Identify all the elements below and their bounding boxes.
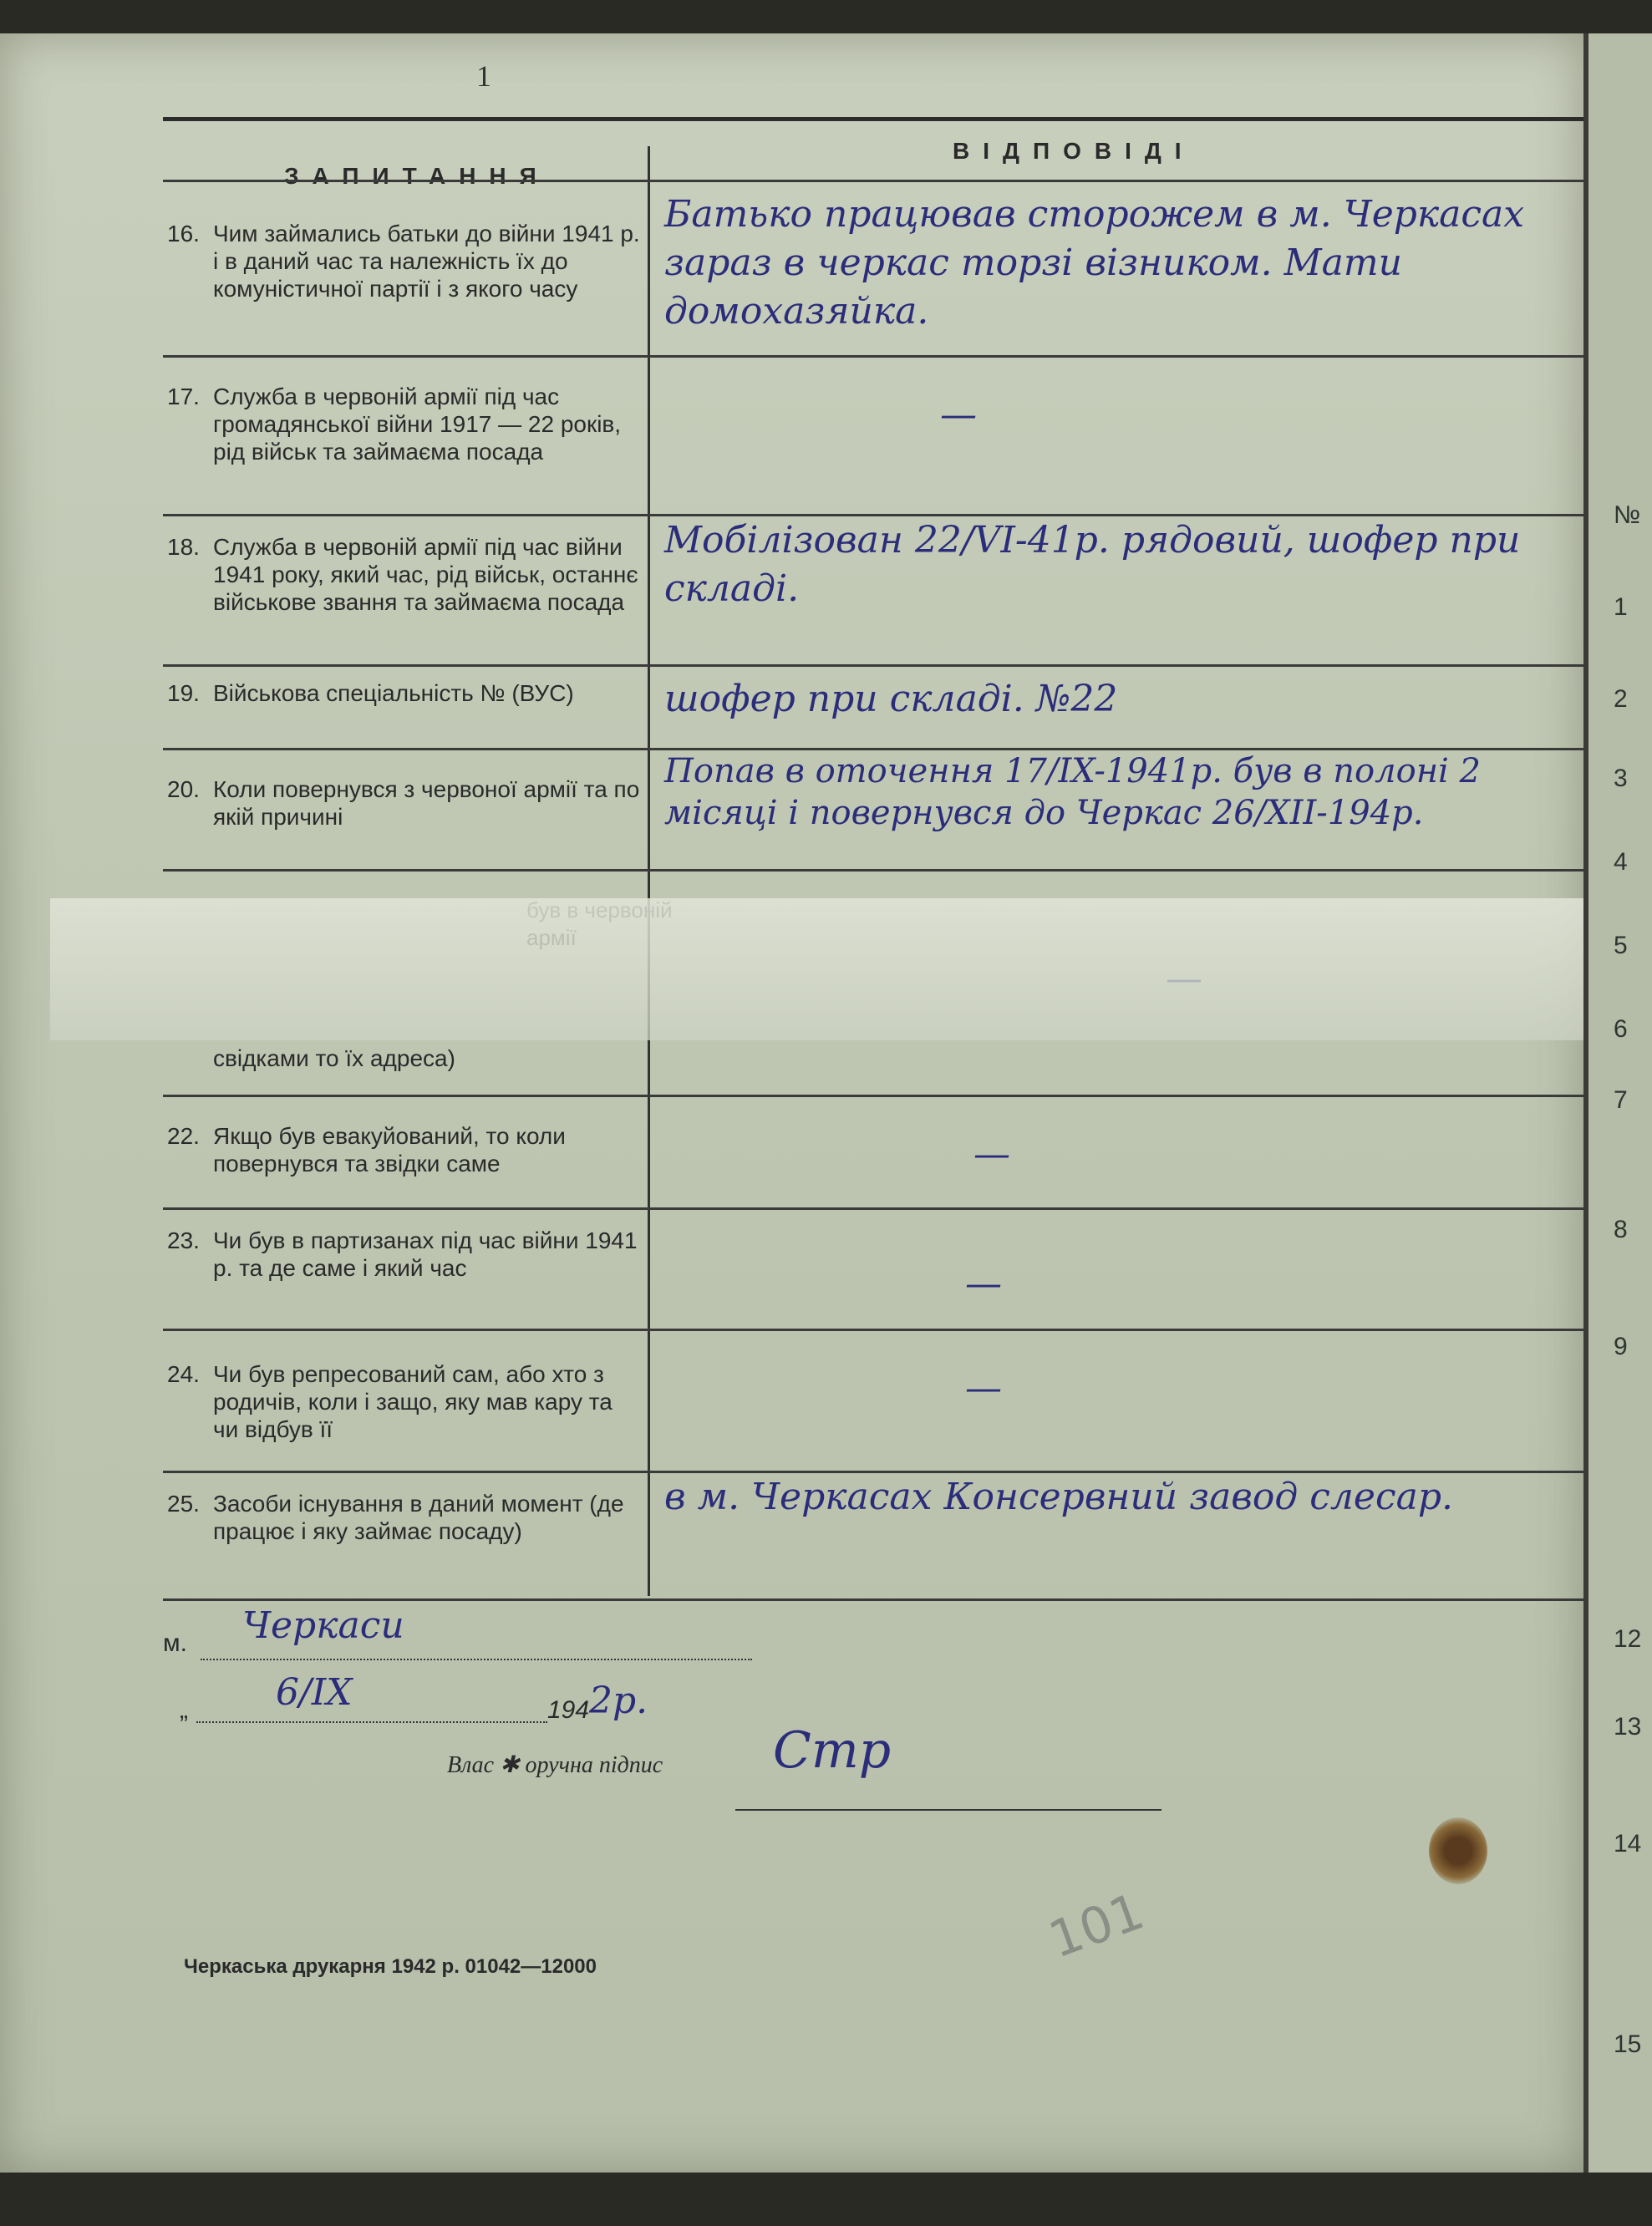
- answer-text: Батько працював сторожем в м. Черкасах зараз в черкас торзі візником. Мати домохазяйка.: [664, 193, 1525, 333]
- table-row: [163, 1095, 1583, 1206]
- answer-text: Попав в оточення 17/IX-1941р. був в полоні 2 місяці і повернувся до Черкас 26/XII-194р.: [664, 752, 1481, 832]
- answer-dash: —: [965, 1367, 1002, 1410]
- page-mark: 1: [476, 59, 491, 93]
- question-text: Якщо був евакуйований, то коли повернувся та звідки саме: [213, 1123, 566, 1177]
- table-row: [163, 664, 1583, 746]
- answer-dash: —: [965, 1263, 1002, 1305]
- adjacent-page-edge: [1583, 33, 1652, 2173]
- question-cell: [163, 1360, 652, 1443]
- adjacent-page-number: 7: [1614, 1086, 1628, 1114]
- year-value: 2р.: [589, 1680, 648, 1722]
- table-row: [163, 355, 1583, 516]
- date-prefix: „: [180, 1696, 188, 1724]
- adjacent-page-number: 4: [1614, 848, 1628, 876]
- question-text: Коли повернувся з червоної армії та по якій причині: [213, 776, 640, 830]
- answer-dash: —: [973, 1133, 1010, 1176]
- question-text: Служба в червоній армії під час громадянської війни 1917 — 22 років, рід військ та займаєма посада: [213, 384, 622, 465]
- date-underline: [196, 1721, 547, 1723]
- printer-imprint: Черкаська друкарня 1942 р. 01042—12000: [184, 1955, 597, 1978]
- adjacent-page-number: 14: [1614, 1830, 1642, 1858]
- signature-label: Влас ✱ оручна підпис: [447, 1752, 663, 1778]
- question-cell: [163, 1044, 652, 1072]
- question-number: 24.: [167, 1361, 200, 1387]
- table-row: [163, 514, 1583, 663]
- questions-column-header: ЗАПИТАННЯ: [284, 163, 550, 189]
- adjacent-page-number: 9: [1614, 1333, 1628, 1360]
- adjacent-page-number: 6: [1614, 1015, 1628, 1043]
- question-number: 17.: [167, 384, 200, 409]
- answer-dash: —: [940, 394, 977, 436]
- question-text: Засоби існування в даний момент (де працює і яку займає посаду): [213, 1491, 624, 1544]
- adjacent-page-number: 5: [1614, 932, 1628, 959]
- adjacent-page-number: 8: [1614, 1216, 1628, 1243]
- city-value: Черкаси: [242, 1604, 404, 1647]
- pencil-note: 101: [1041, 1882, 1152, 1970]
- signature: Стр: [773, 1721, 892, 1780]
- question-text: Військова спеціальність № (ВУС): [213, 680, 574, 706]
- table-row: [163, 748, 1583, 867]
- adjacent-page-number: 2: [1614, 685, 1628, 713]
- table-row: [163, 1207, 1583, 1327]
- question-cell: [163, 383, 652, 465]
- table-row: [163, 1036, 1583, 1095]
- question-number: 25.: [167, 1491, 200, 1517]
- adjacent-page-number: 1: [1614, 593, 1628, 621]
- question-number: 18.: [167, 534, 200, 560]
- question-text: свідками то їх адреса): [213, 1045, 455, 1071]
- adjacent-page-number: 15: [1614, 2030, 1642, 2058]
- answers-column-header: ВІДПОВІДІ: [953, 138, 1195, 164]
- table-row: [163, 1471, 1583, 1601]
- adjacent-page-number: 12: [1614, 1625, 1642, 1653]
- question-number: 16.: [167, 221, 200, 246]
- adjacent-page-number: №: [1614, 501, 1641, 529]
- signature-underline: [735, 1809, 1161, 1811]
- city-underline: [201, 1659, 752, 1660]
- question-cell: [163, 1490, 652, 1545]
- question-text: Чим займались батьки до війни 1941 р. і в даний час та належність їх до комуністичної партії і з якого часу: [213, 221, 640, 302]
- question-cell: [163, 775, 652, 831]
- answer-text: шофер при складі. №22: [664, 678, 1118, 720]
- question-cell: [163, 1227, 652, 1282]
- ink-stain: [1429, 1817, 1487, 1884]
- question-cell: [163, 220, 652, 302]
- table-row: [163, 180, 1583, 349]
- question-text: Служба в червоній армії під час війни 1941 року, який час, рід військ, останнє військове звання та займаєма посада: [213, 534, 638, 615]
- question-number: 20.: [167, 776, 200, 802]
- question-cell: [163, 533, 652, 616]
- table-header: [163, 117, 1583, 188]
- date-value: 6/IX: [276, 1671, 353, 1714]
- year-prefix: 194: [547, 1696, 590, 1724]
- question-cell: [163, 679, 652, 707]
- question-number: 23.: [167, 1227, 200, 1253]
- table-row: [163, 1329, 1583, 1469]
- adjacent-page-number: 3: [1614, 765, 1628, 792]
- adjacent-page-number: 13: [1614, 1713, 1642, 1741]
- question-text: Чи був репресований сам, або хто з родичів, коли і защо, яку мав кару та чи відбув її: [213, 1361, 613, 1442]
- answer-text: Мобілізован 22/VI-41р. рядовий, шофер при складі.: [664, 519, 1521, 610]
- question-cell: [163, 1122, 652, 1177]
- answer-text: в м. Черкасах Консервний завод слесар.: [664, 1476, 1454, 1518]
- folded-paper-strip: [50, 898, 1583, 1040]
- question-text: Чи був в партизанах під час війни 1941 р. та де саме і який час: [213, 1227, 638, 1281]
- question-number: 19.: [167, 680, 200, 706]
- city-label: м.: [163, 1629, 187, 1657]
- question-number: 22.: [167, 1123, 200, 1149]
